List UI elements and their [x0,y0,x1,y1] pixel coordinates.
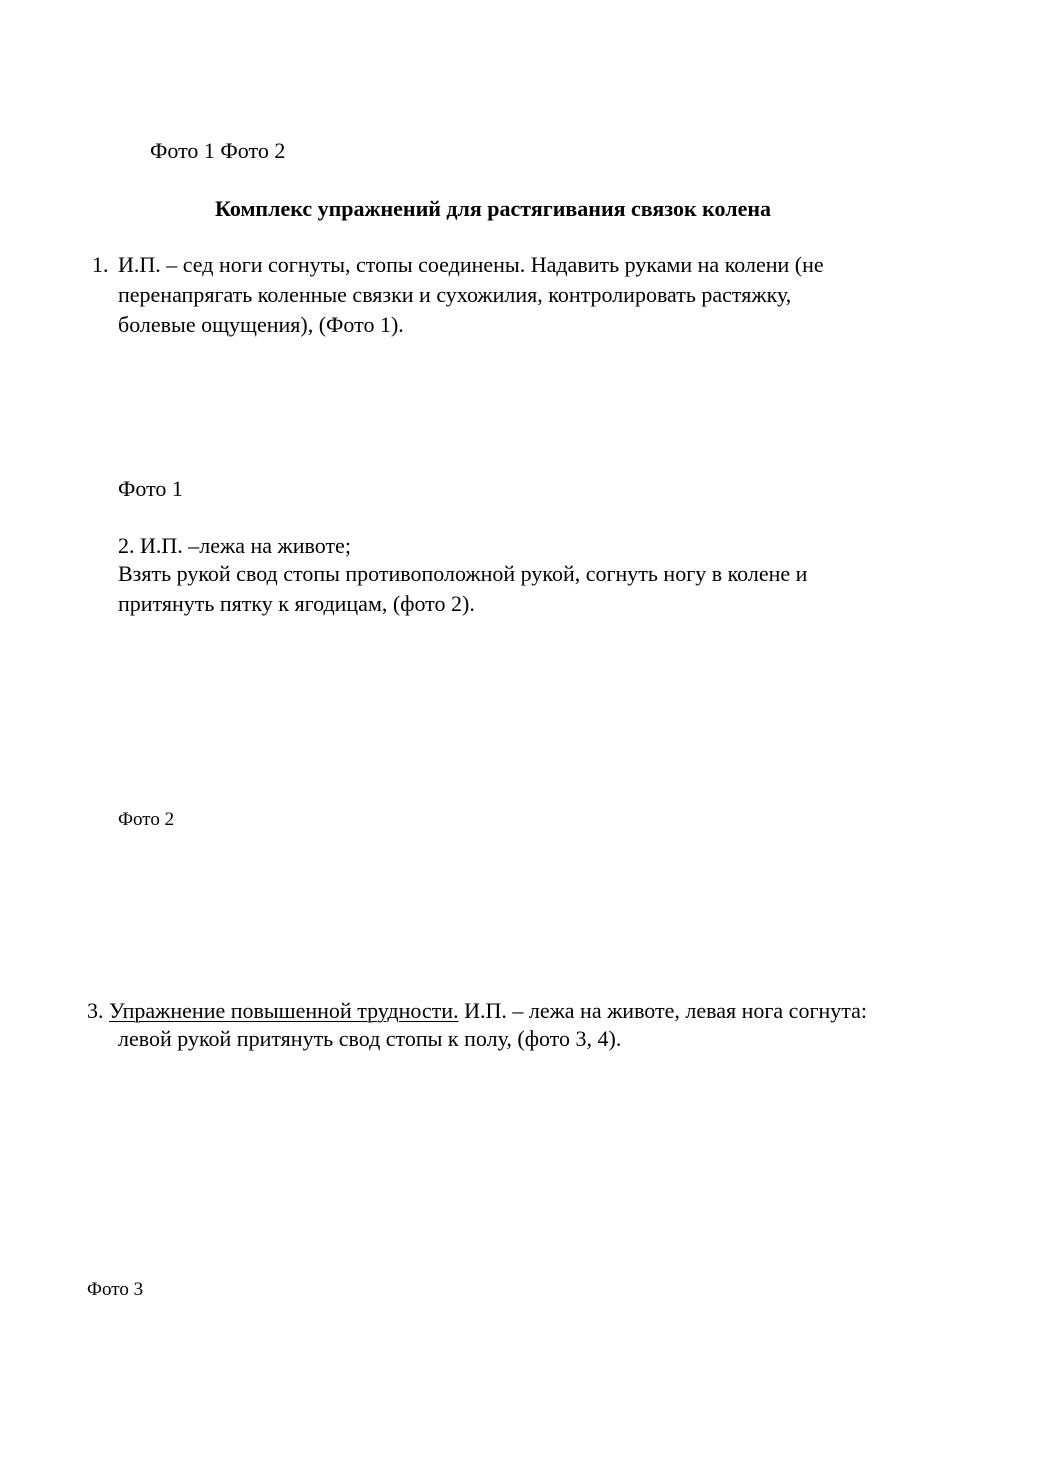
exercise-1-line-3: болевые ощущения), (Фото 1). [118,312,404,337]
photo-2-caption: Фото 2 [118,809,175,830]
exercise-1-number: 1. [92,252,109,277]
exercise-2-line-3: притянуть пятку к ягодицам, (фото 2). [118,591,475,616]
exercise-3-line-1 [87,996,867,1026]
photo-1-caption: Фото 1 [118,476,183,501]
exercise-2-line-2: Взять рукой свод стопы противоположной рукой, согнуть ногу в колене и [118,561,808,586]
exercise-3-underlined-heading: Упражнение повышенной трудности. [109,998,459,1023]
document-title: Комплекс упражнений для растягивания связок колена [215,196,772,221]
exercise-3-number: 3. [87,998,104,1023]
exercise-3-line-2: левой рукой притянуть свод стопы к полу, (фото 3, 4). [118,1026,622,1051]
photo-3-caption: Фото 3 [87,1279,144,1300]
exercise-3-line-1-rest: И.П. – лежа на животе, левая нога согнута: [458,998,868,1023]
exercise-1-line-1: И.П. – сед ноги согнуты, стопы соединены. Надавить руками на колени (не [118,252,824,277]
top-photo-captions: Фото 1 Фото 2 [150,138,286,163]
exercise-2-line-1: 2. И.П. –лежа на животе; [118,533,351,558]
exercise-1-line-2: перенапрягать коленные связки и сухожилия, контролировать растяжку, [118,282,792,307]
